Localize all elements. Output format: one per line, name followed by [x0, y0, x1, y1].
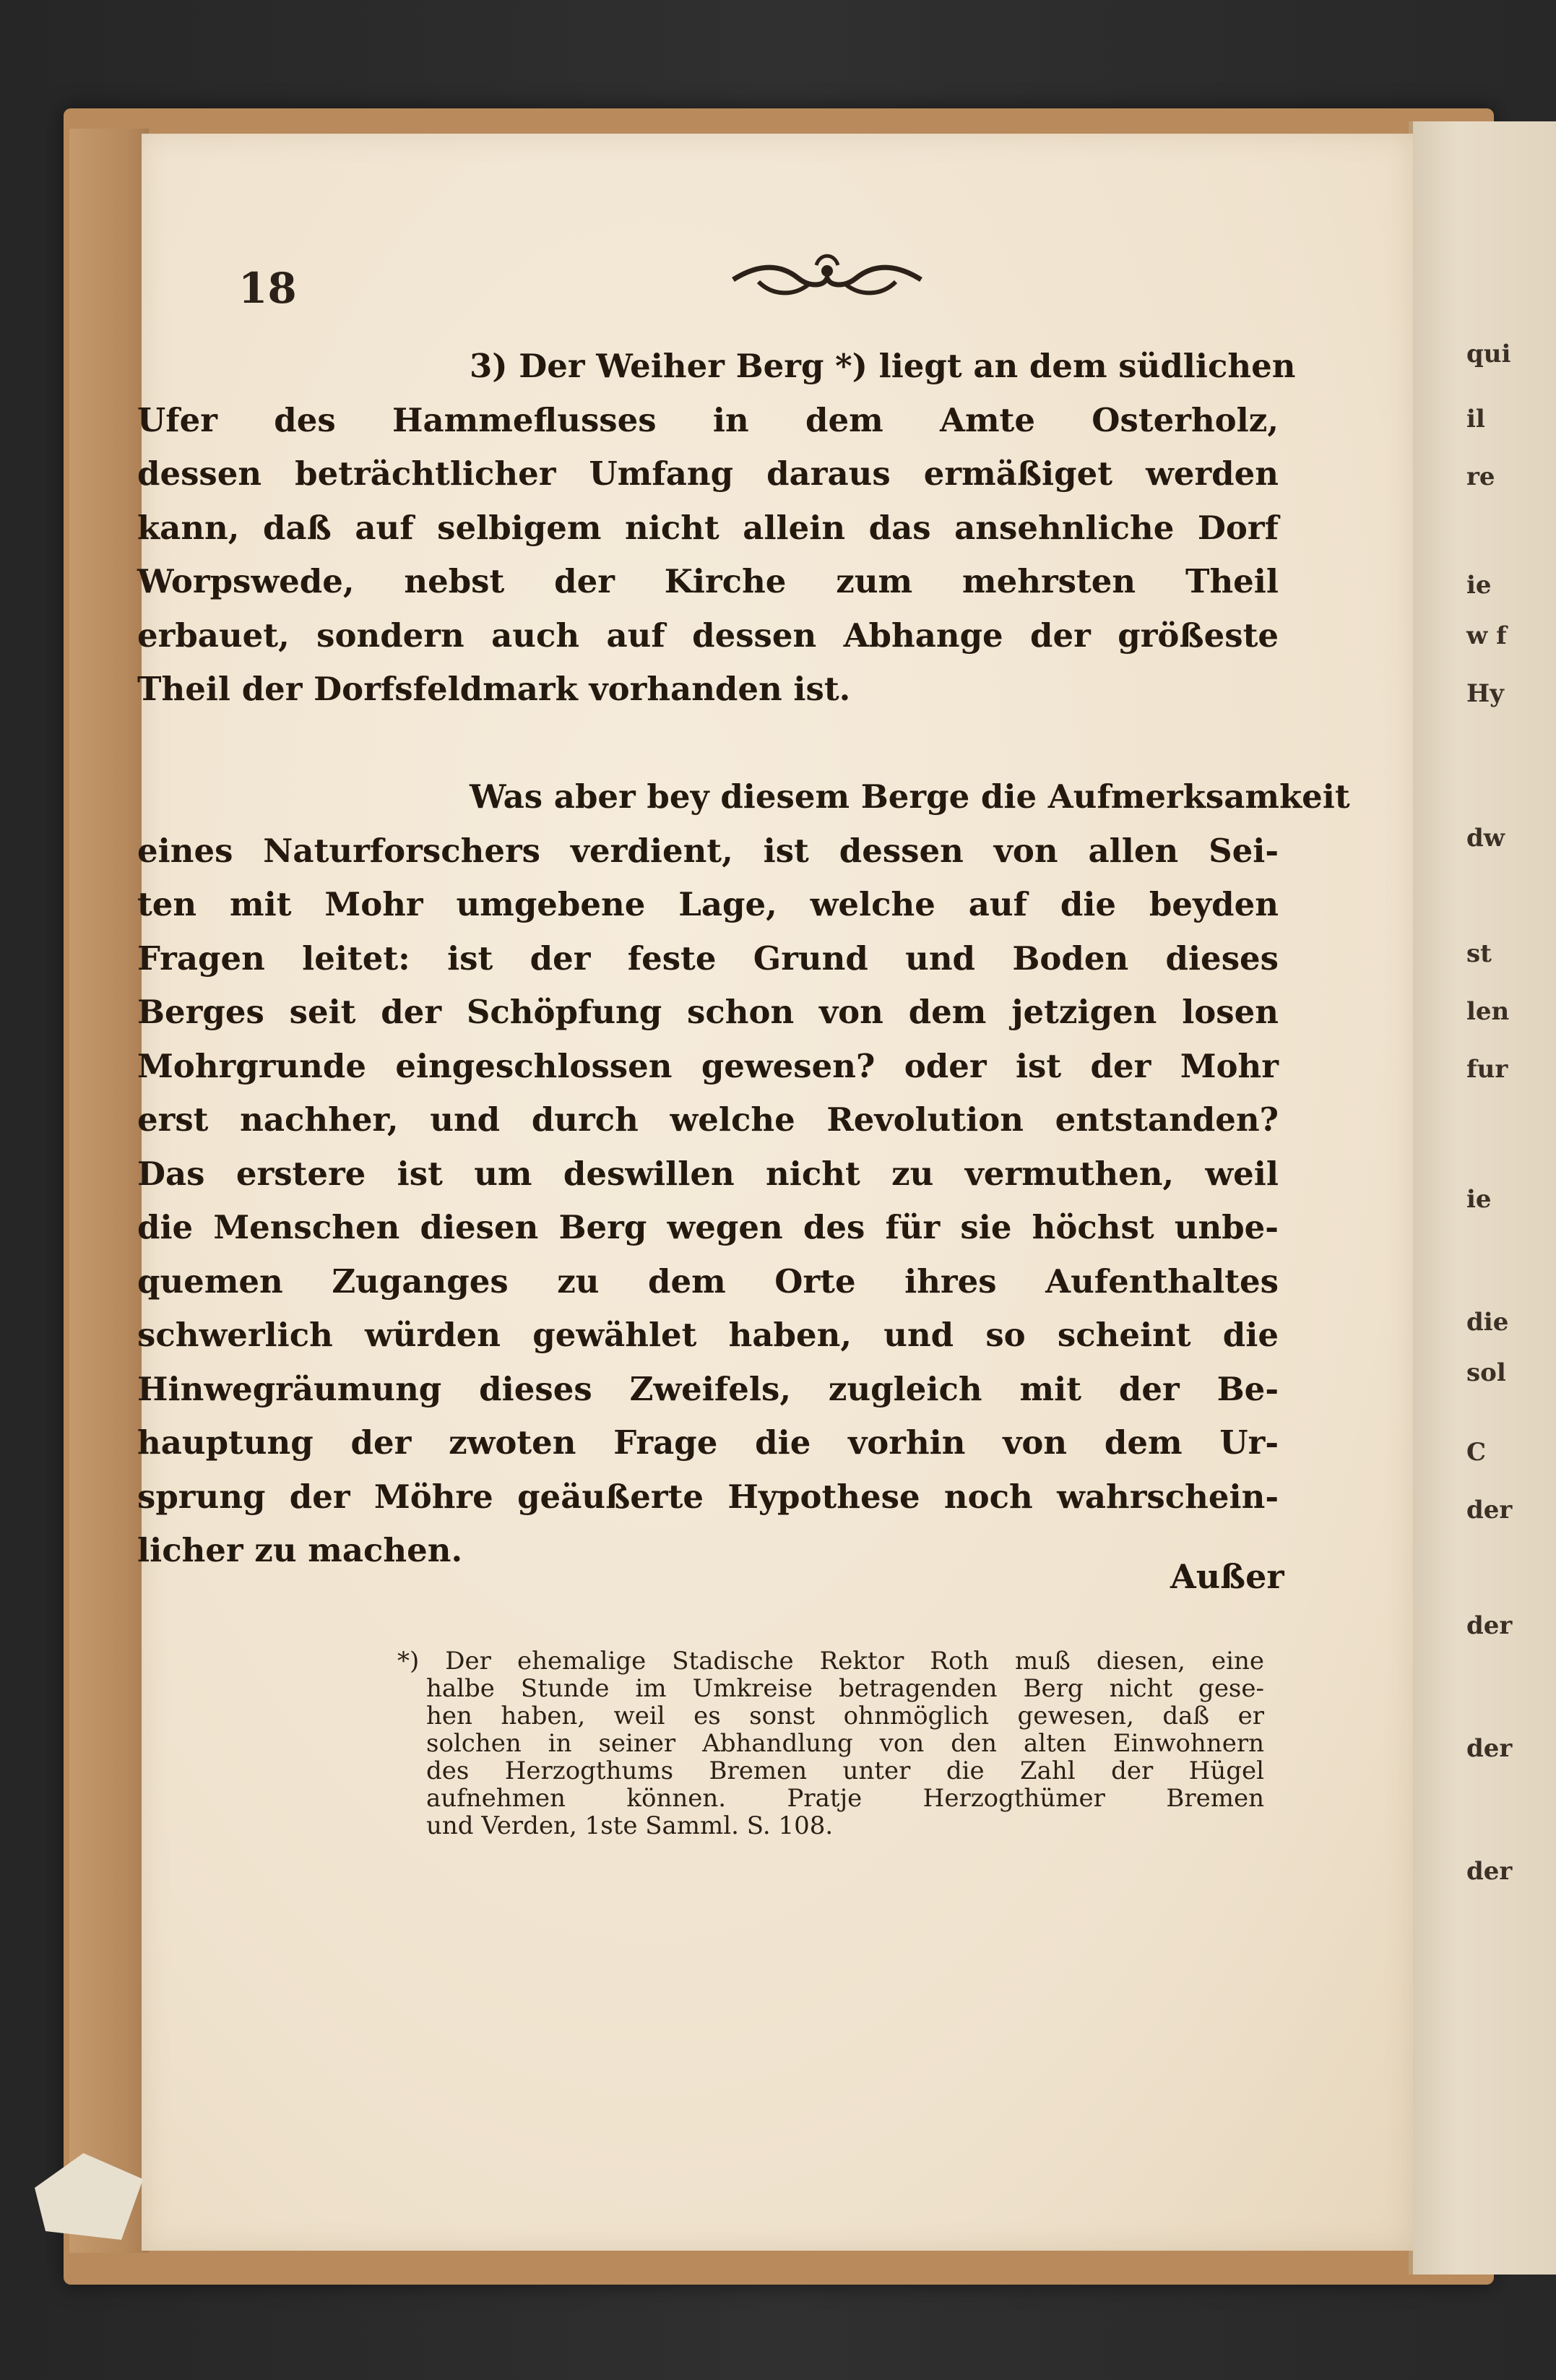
ornament-icon — [730, 249, 925, 307]
facing-page-fragment: fur — [1466, 1055, 1508, 1084]
body-line: die Menschen diesen Berg wegen des für sie höchst unbe- — [137, 1208, 1279, 1246]
footnote-line: aufnehmen können. Pratje Herzogthümer Bremen — [426, 1784, 1264, 1813]
body-line: ten mit Mohr umgebene Lage, welche auf die beyden — [137, 885, 1279, 923]
footnote-line: und Verden, 1ste Samml. S. 108. — [426, 1811, 834, 1840]
footnote-line: solchen in seiner Abhandlung von den alten Einwohnern — [426, 1729, 1264, 1758]
body-line: eines Naturforschers verdient, ist dessen von allen Sei- — [137, 831, 1279, 870]
body-line: Fragen leitet: ist der feste Grund und Boden dieses — [137, 939, 1279, 978]
body-line: quemen Zuganges zu dem Orte ihres Aufenthaltes — [137, 1262, 1279, 1301]
body-line: hauptung der zwoten Frage die vorhin von dem Ur- — [137, 1423, 1279, 1462]
facing-page-fragment: re — [1466, 462, 1495, 491]
facing-page-fragment: len — [1466, 997, 1510, 1026]
body-line: licher zu machen. — [137, 1531, 463, 1569]
facing-page-fragment: der — [1466, 1857, 1513, 1886]
body-line: Berges seit der Schöpfung schon von dem jetzigen losen — [137, 993, 1279, 1031]
facing-page-fragment: dw — [1466, 824, 1505, 853]
body-line: Hinwegräumung dieses Zweifels, zugleich mit der Be- — [137, 1369, 1279, 1408]
body-line: 3) Der Weiher Berg *) liegt an dem südlichen — [470, 347, 1296, 385]
footnote-line: des Herzogthums Bremen unter die Zahl der Hügel — [426, 1756, 1264, 1785]
facing-page-fragment: der — [1466, 1496, 1513, 1525]
body-line: sprung der Möhre geäußerte Hypothese noch wahrschein- — [137, 1477, 1279, 1516]
facing-page-fragment: Hy — [1466, 679, 1504, 708]
facing-page-fragment: w f — [1466, 621, 1507, 650]
catch-word: Außer — [1170, 1557, 1284, 1596]
body-line: Was aber bey diesem Berge die Aufmerksamkeit — [470, 777, 1350, 816]
page-number: 18 — [238, 264, 297, 313]
facing-page-fragment: ie — [1466, 1185, 1492, 1214]
facing-page-fragment: der — [1466, 1611, 1513, 1640]
body-line: Worpswede, nebst der Kirche zum mehrsten Theil — [137, 562, 1279, 600]
footnote-line: *) Der ehemalige Stadische Rektor Roth muß diesen, eine — [397, 1647, 1264, 1676]
body-line: Ufer des Hammeflusses in dem Amte Osterholz, — [137, 400, 1279, 439]
body-line: dessen beträchtlicher Umfang daraus ermäßiget werden — [137, 454, 1279, 493]
facing-page-fragment: C — [1466, 1438, 1487, 1467]
footnote-line: halbe Stunde im Umkreise betragenden Berg nicht gese- — [426, 1674, 1264, 1703]
body-line: Das erstere ist um deswillen nicht zu vermuthen, weil — [137, 1154, 1279, 1193]
facing-page-fragment: st — [1466, 939, 1492, 968]
body-text — [137, 340, 1350, 1578]
body-line: Mohrgrunde eingeschlossen gewesen? oder ist der Mohr — [137, 1046, 1279, 1085]
facing-page-fragment: ie — [1466, 571, 1492, 600]
footnote — [397, 1647, 1268, 1840]
facing-page-fragment: die — [1466, 1308, 1509, 1337]
facing-page-fragment: sol — [1466, 1358, 1506, 1387]
facing-page-fragment: il — [1466, 405, 1485, 434]
facing-page-fragment: der — [1466, 1734, 1513, 1763]
body-line: Theil der Dorfsfeldmark vorhanden ist. — [137, 670, 851, 708]
body-line: erbauet, sondern auch auf dessen Abhange der größeste — [137, 616, 1279, 655]
footnote-line: hen haben, weil es sonst ohnmöglich gewesen, daß er — [426, 1702, 1264, 1730]
body-line: erst nachher, und durch welche Revolution entstanden? — [137, 1100, 1279, 1139]
body-line — [376, 717, 1517, 771]
facing-page-fragment: qui — [1466, 340, 1511, 368]
body-line: schwerlich würden gewählet haben, und so scheint die — [137, 1316, 1279, 1354]
body-line: kann, daß auf selbigem nicht allein das ansehnliche Dorf — [137, 508, 1279, 547]
